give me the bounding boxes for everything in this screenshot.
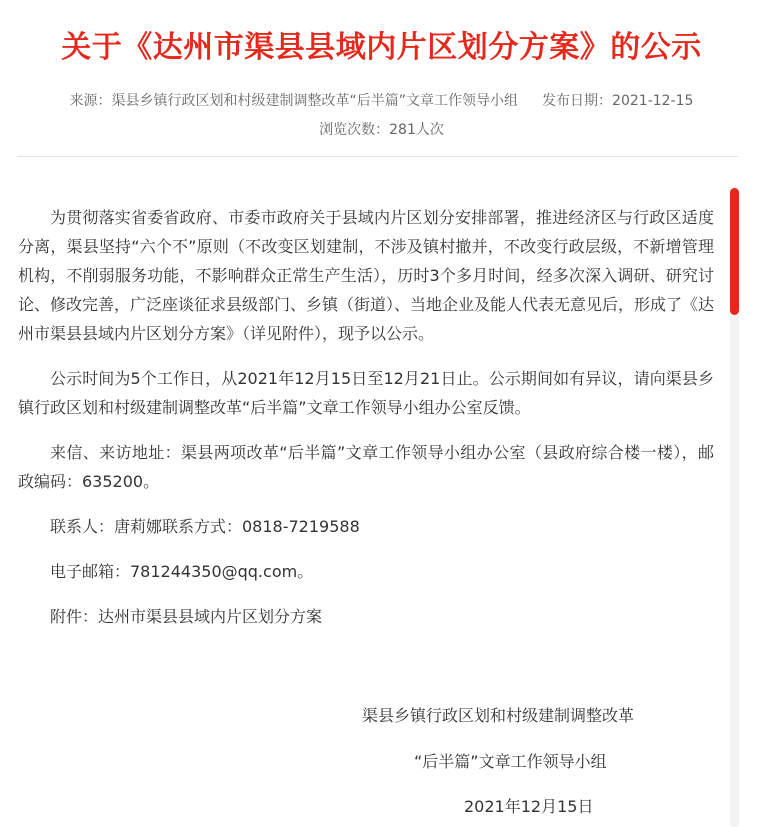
scrollbar-thumb[interactable] bbox=[730, 188, 739, 315]
contact-person: 联系人：唐莉娜联系方式：0818-7219588 bbox=[50, 517, 360, 536]
body-paragraph: 为贯彻落实省委省政府、市委市政府关于县域内片区划分安排部署，推进经济区与行政区适度分离，渠县坚持“六个不”原则（不改变区划建制，不涉及镇村撤并，不改变行政层级，不新增管理机构，不削弱服务功能，不影响群众正常生产生活），历时3个多月时间，经多次深入调研、研究讨论、修改完善，广泛座谈征求县级部门、乡镇（街道）、当地企业及能人代表无意见后，形成了《达州市渠县县域内片区划分方案》（详见附件），现予以公示。 bbox=[18, 208, 715, 343]
article-source: 来源：渠县乡镇行政区划和村级建制调整改革“后半篇”文章工作领导小组 bbox=[69, 93, 519, 109]
article-title: 关于《达州市渠县县域内片区划分方案》的公示 bbox=[61, 30, 702, 65]
article-view-count: 浏览次数：281人次 bbox=[319, 122, 444, 138]
article-meta bbox=[0, 90, 763, 110]
article-body bbox=[18, 203, 714, 647]
body-paragraph: 来信、来访地址：渠县两项改革“后半篇”文章工作领导小组办公室（县政府综合楼一楼），邮政编码：635200。 bbox=[18, 443, 714, 491]
article-page: 关于《达州市渠县县域内片区划分方案》的公示 来源：渠县乡镇行政区划和村级建制调整改革“后半篇”文章工作领导小组 发布日期：2021-12-15 浏览次数：281人次 为贯彻落实省委省政府、市委市政府关于县域内片区划分安排部署，推进经济区与行政区适度分离，渠县坚持“六个不”原则（不改变区划建制，不涉及镇村撤并，不改变行政层级，不新增管理机构，不削弱服务功能，不影响群众正常生产生活），历时3个多月时间，经多次深入调研、研究讨论、修改完善，广泛座谈征求县级部门、乡镇（街道）、当地企业及能人代表无意见后，形成了《达州市渠县县域内片区划分方案》（详见附件），现予以公示。 公示时间为5个工作日，从2021年12月15日至12月21日止。公示期间如有异议，请向渠县乡镇行政区划和村级建制调整改革“后半篇”文章工作领导小组办公室反馈。 来信、来访地址：渠县两项改革“后半篇”文章工作领导小组办公室（县政府综合楼一楼），邮政编码：635200。 联系人：唐莉娜联系方式：0818-7219588 电子邮箱：781244350@qq.com。 附件：达州市渠县县域内片区划分方案 渠县乡镇行政区划和村级建制调整改革 “后半篇”文章工作领导小组 2021年12月15日 bbox=[0, 0, 763, 827]
article-date: 发布日期：2021-12-15 bbox=[542, 93, 694, 109]
attachment-link[interactable]: 附件：达州市渠县县域内片区划分方案 bbox=[50, 607, 323, 626]
header-divider bbox=[17, 156, 738, 157]
contact-email: 电子邮箱：781244350@qq.com。 bbox=[50, 562, 314, 581]
body-paragraph: 公示时间为5个工作日，从2021年12月15日至12月21日止。公示期间如有异议，请向渠县乡镇行政区划和村级建制调整改革“后半篇”文章工作领导小组办公室反馈。 bbox=[18, 369, 714, 417]
